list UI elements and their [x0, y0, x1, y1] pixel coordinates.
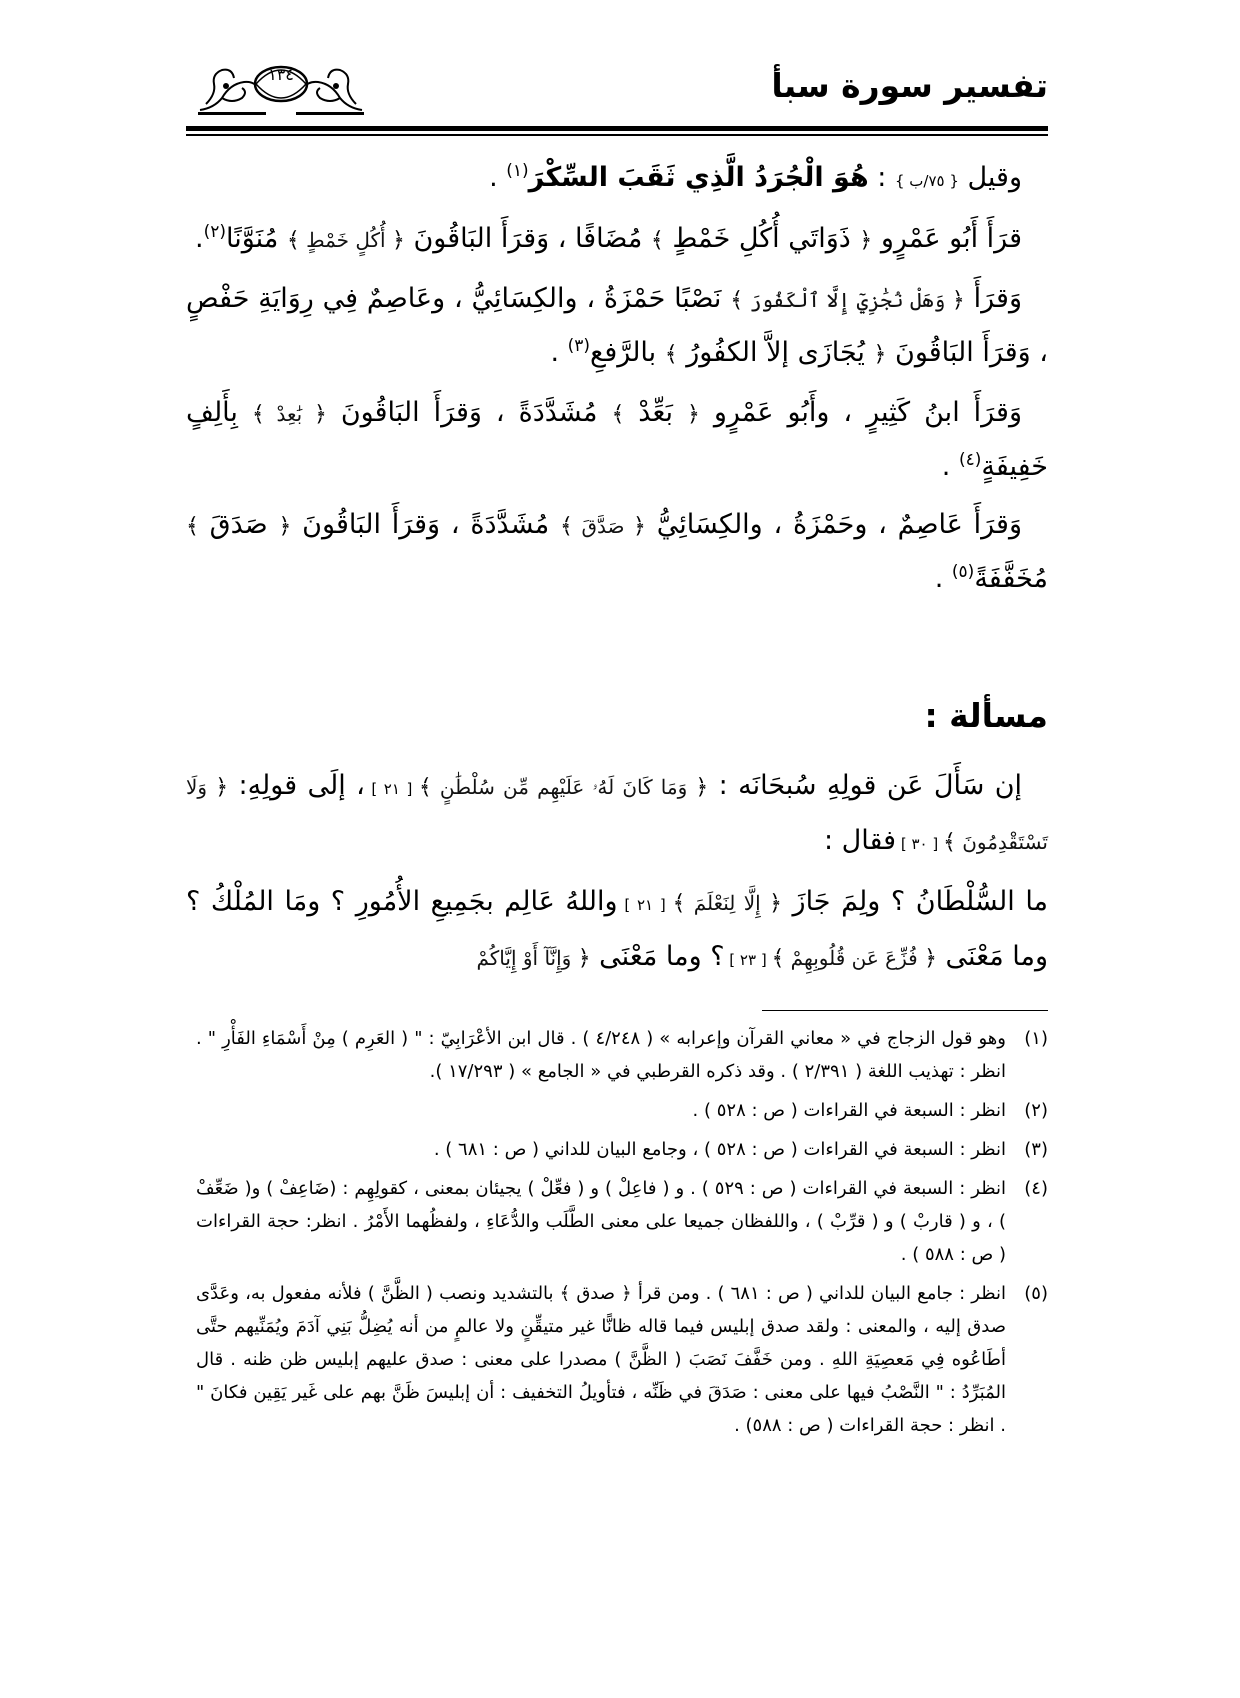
running-title: تفسير سورة سبأ: [771, 66, 1048, 105]
question-line-2: ما السُّلْطَانُ ؟ ولِمَ جَازَ ﴿ إِلَّا لِنَعْلَمَ ﴾ [ ٢١ ] واللهُ عَالِم بجَمِيعِ الأُمُورِ ؟ ومَا المُلْكُ ؟ وما مَعْنَى ﴿ فُزِّعَ عَن قُلُوبِهِمْ ﴾ [ ٢٣ ] ؟ وما مَعْنَى ﴿ وَإِنَّآ أَوْ إِيَّاكُمْ: [186, 886, 1049, 972]
footnote-ref-5[interactable]: (٥): [951, 562, 975, 582]
ornate-bracket-close-icon: ﴾: [418, 775, 432, 800]
footnote-2: [196, 1094, 1048, 1127]
ornate-bracket-open-icon: ﴿: [951, 288, 965, 313]
footnote-number: (٣): [1024, 1139, 1048, 1160]
footnote-text: وهو قول الزجاج في « معاني القرآن وإعرابه » ( ٤/٢٤٨ ) . قال ابن الأعْرَابِيّ : " ( العَرِم ) مِنْ أَسْمَاءِ الفَأْرِ " . انظر : تهذيب اللغة ( ٢/٣٩١ ) . وقد ذكره القرطبي في « الجامع » ( ١٧/٢٩٣ ).: [196, 1028, 1006, 1082]
section-heading: مسألة :: [924, 696, 1048, 735]
ornate-bracket-open-icon: ﴿: [391, 228, 405, 253]
paragraph-5: وَقرَأَ عَاصِمٌ ، وحَمْزَةُ ، والكِسَائِيُّ ﴿ صَدَّقَ ﴾ مُشَدَّدَةً ، وَقرَأَ البَاقُونَ ﴿ صَدَقَ ﴾ مُخَفَّفَةً$^{(٥)}$ .: [186, 509, 1048, 594]
ornate-bracket-open-icon: ﴿: [859, 228, 873, 253]
verse-number: [ ٢١ ]: [617, 896, 673, 914]
ornate-bracket-close-icon: ﴾: [942, 830, 956, 855]
paragraph-4: وَقرَأَ ابنُ كَثِيرٍ ، وأَبُو عَمْرٍو ﴿ بَعِّدْ ﴾ مُشَدَّدَةً ، وَقرَأَ البَاقُونَ ﴿ بَٰعِدْ ﴾ بِأَلِفٍ خَفِيفَةٍ$^{(٤)}$ .: [186, 397, 1048, 482]
quran-verse: بَٰعِدْ: [264, 402, 314, 426]
footnote-ref-4[interactable]: (٤): [958, 450, 982, 470]
ornate-bracket-close-icon: ﴾: [650, 228, 664, 253]
ornate-bracket-open-icon: ﴿: [769, 891, 782, 916]
ornate-bracket-open-icon: ﴿: [278, 514, 292, 539]
footnote-ref-2[interactable]: (٢): [203, 222, 226, 242]
paragraph-1: وقيل { ٧٥/ب } : هُوَ الْجُرَدُ الَّذِي ثَقَبَ السِّكْرَ$^{(١)}$ .: [489, 161, 1022, 193]
ornate-bracket-close-icon: ﴾: [611, 402, 625, 427]
question-line-1: إن سَأَلَ عَن قولِهِ سُبحَانَه : ﴿ وَمَا كَانَ لَهُۥ عَلَيْهِم مِّن سُلْطَٰنٍ ﴾ [ ٢١ ] ، إلَى قولِهِ: ﴿ وَلَا تَسْتَقْدِمُونَ ﴾ [ ٣٠ ] فقال :: [186, 770, 1048, 856]
ornament-frame-icon: [196, 54, 366, 116]
footnote-3: [196, 1133, 1048, 1166]
header-rule-thick: [186, 126, 1048, 131]
footnote-text: انظر : جامع البيان للداني ( ص : ٦٨١ ) . ومن قرأ ﴿ صدق ﴾ بالتشديد ونصب ( الظَّنَّ ) فلأنه مفعول به، وعَدَّى صدق إليه ، والمعنى : ولقد صدق إبليس فيما قاله ظانًّا غير متيقِّنٍ ولا عالمٍ من أنه يُضِلُّ بَنِي آدَمَ ويُمَنِّيهم حتَّى أطَاعُوه فِي مَعصِيَةِ اللهِ . ومن خَفَّفَ نَصَبَ ( الظَّنَّ ) مصدرا على معنى : صدق عليهم إبليس ظن ظنه . قال المُبَرِّدُ : " النَّصْبُ فيها على معنى : صَدَقَ في ظَنِّه ، فتأويلُ التخفيف : أن إبليسَ ظَنَّ بهم على غَير يَقِين فكانَ " . انظر : حجة القراءات ( ص : ٥٨٨) .: [196, 1283, 1006, 1436]
ornate-bracket-close-icon: ﴾: [730, 288, 744, 313]
quoted-saying: هُوَ الْجُرَدُ الَّذِي ثَقَبَ السِّكْرَ: [528, 162, 869, 193]
ornate-bracket-close-icon: ﴾: [672, 891, 686, 916]
ornate-bracket-close-icon: ﴾: [286, 228, 300, 253]
footnote-separator: [762, 1010, 1048, 1011]
ornate-bracket-open-icon: ﴿: [633, 514, 646, 539]
verse-number: [ ٢١ ]: [364, 780, 419, 798]
ornate-bracket-open-icon: ﴿: [695, 775, 709, 800]
footnote-number: (٢): [1024, 1100, 1048, 1121]
footnotes: [196, 1022, 1048, 1448]
question-text: [186, 760, 1048, 986]
footnote-4: [196, 1172, 1048, 1271]
quran-verse: وَلَا تَسْتَقْدِمُونَ: [186, 775, 1048, 854]
ornate-bracket-close-icon: ﴾: [251, 402, 265, 427]
footnote-ref-3[interactable]: (٣): [567, 336, 591, 356]
ornate-bracket-open-icon: ﴿: [873, 342, 887, 367]
quran-verse: فُزِّعَ عَن قُلُوبِهِمْ: [784, 946, 925, 970]
page-number-ornament: [196, 54, 366, 116]
paragraph-2: قرَأَ أَبُو عَمْرٍو ﴿ ذَوَاتَي أُكُلِ خَمْطٍ ﴾ مُضَافًا ، وَقرَأَ البَاقُونَ ﴿ أُكُلٍ خَمْطٍ ﴾ مُنَوَّنًا$^{(٢)}$.: [194, 222, 1022, 254]
quran-verse: وَهَلْ نُجَٰزِيٓ إِلَّا ٱلْكَفُورَ: [743, 288, 952, 312]
quran-verse: وَإِنَّآ أَوْ إِيَّاكُمْ: [476, 946, 578, 970]
ornate-bracket-close-icon: ﴾: [771, 946, 785, 971]
quran-verse: وَمَا كَانَ لَهُۥ عَلَيْهِم مِّن سُلْطَٰنٍ: [431, 775, 696, 799]
ornate-bracket-open-icon: ﴿: [577, 946, 591, 971]
footnote-1: [196, 1022, 1048, 1088]
manuscript-folio-marker: { ٧٥/ب }: [894, 172, 959, 190]
quran-verse: أُكُلٍ خَمْطٍ: [299, 228, 392, 252]
ornate-bracket-open-icon: ﴿: [215, 775, 229, 800]
page-header: [186, 52, 1048, 114]
footnote-number: (٥): [1024, 1283, 1048, 1304]
paragraph-3: وَقرَأَ ﴿ وَهَلْ نُجَٰزِيٓ إِلَّا ٱلْكَفُورَ ﴾ نَصْبًا حَمْزَةُ ، والكِسَائِيُّ ، وعَاصِمٌ فِي رِوَايَةِ حَفْصٍ ، وَقرَأَ البَاقُونَ ﴿ يُجَازَى إلاَّ الكفُورُ ﴾ بالرَّفعِ$^{(٣)}$ .: [186, 283, 1048, 368]
main-text: [186, 152, 1048, 605]
page-number: ١٣٤: [268, 65, 294, 84]
ornate-bracket-close-icon: ﴾: [664, 342, 678, 367]
quran-verse: صَدَّقَ: [572, 514, 634, 538]
header-rule-thin: [186, 134, 1048, 136]
footnote-5: [196, 1277, 1048, 1442]
ornate-bracket-close-icon: ﴾: [560, 514, 573, 539]
ornate-bracket-open-icon: ﴿: [313, 402, 327, 427]
quran-verse: إِلَّا لِنَعْلَمَ: [685, 891, 770, 915]
footnote-text: انظر : السبعة في القراءات ( ص : ٥٢٩ ) . و ( فاعِلْ ) و ( فعِّلْ ) يجيئان بمعنى ، كقولِهِم : (ضَاعِفْ ) و( ضَعِّفْ ) ، و ( قاربْ ) و ( قرِّبْ ) ، واللفظان جميعا على معنى الطَّلَب والدُّعَاءِ ، ولفظُهما الأَمْرُ . انظر: حجة القراءات ( ص : ٥٨٨ ) .: [196, 1178, 1006, 1265]
ornate-bracket-close-icon: ﴾: [186, 514, 199, 539]
verse-number: [ ٣٠ ]: [896, 835, 943, 853]
ornate-bracket-open-icon: ﴿: [924, 946, 937, 971]
verse-number: [ ٢٣ ]: [724, 951, 772, 969]
footnote-text: انظر : السبعة في القراءات ( ص : ٥٢٨ ) .: [692, 1100, 1006, 1121]
footnote-text: انظر : السبعة في القراءات ( ص : ٥٢٨ ) ، وجامع البيان للداني ( ص : ٦٨١ ) .: [433, 1139, 1006, 1160]
footnote-ref-1[interactable]: (١): [506, 161, 529, 181]
footnote-number: (١): [1024, 1028, 1048, 1049]
ornate-bracket-open-icon: ﴿: [686, 402, 700, 427]
footnote-number: (٤): [1024, 1178, 1048, 1199]
